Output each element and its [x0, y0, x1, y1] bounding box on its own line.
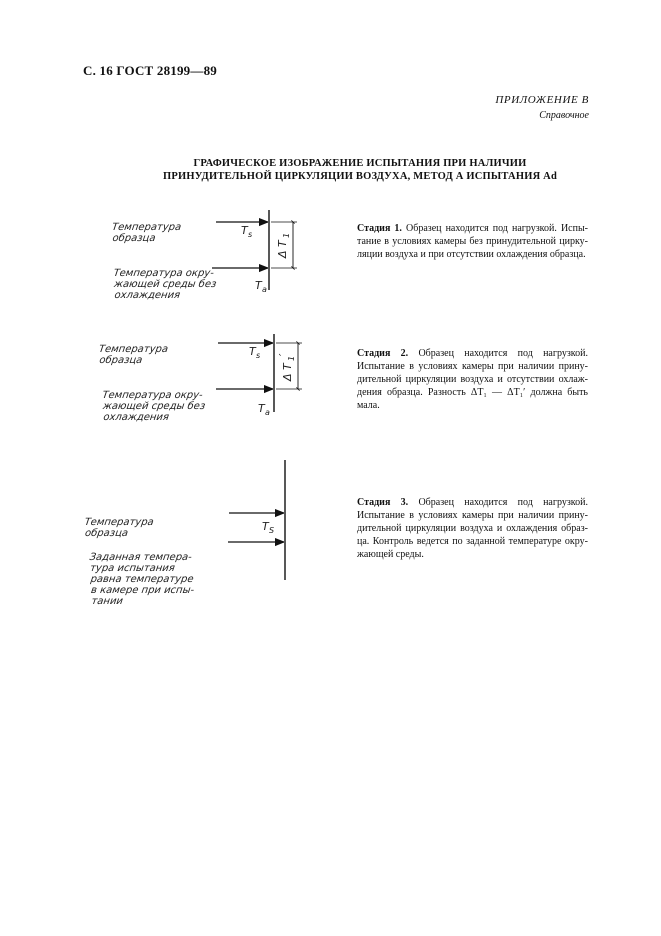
- fig1-sym-top: T: [241, 224, 248, 237]
- fig1-label-bottom-1: Температура окру-: [112, 268, 215, 279]
- stage-2-line-4: дения образца. Разность ΔT₁ — ΔT₁′ должна быть: [357, 387, 588, 398]
- fig2-label-top-2: образца: [98, 355, 144, 366]
- fig1-delta-sub: 1: [282, 232, 291, 238]
- fig2-sym-bottom-sub: a: [265, 408, 270, 417]
- fig3-label-bottom-3: равна температуре: [89, 574, 195, 585]
- stage-2-line-2: Испытание в условиях камеры при наличии прину-: [357, 361, 588, 372]
- fig3-label-bottom-5: тании: [90, 596, 124, 607]
- fig2-label-bottom-3: охлаждения: [102, 412, 170, 423]
- title-line-2: ПРИНУДИТЕЛЬНОЙ ЦИРКУЛЯЦИИ ВОЗДУХА, МЕТОД А ИСПЫТАНИЯ Ad: [163, 171, 557, 182]
- fig3-label-top-1: Температура: [83, 517, 155, 528]
- fig1-label-top-2: образца: [111, 233, 157, 244]
- figure-3: [84, 460, 285, 607]
- fig2-sym-top: T: [249, 345, 256, 358]
- fig2-label-bottom-2: жающей среды без: [102, 401, 206, 412]
- fig1-label-bottom-3: охлаждения: [113, 290, 181, 301]
- stage-3-line-3: дительной циркуляции воздуха и охлаждения образ-: [357, 523, 588, 534]
- stage-1-line-1: Образец находится под нагрузкой. Испы-: [406, 223, 589, 234]
- figure-1: [111, 210, 297, 301]
- stage-1-line-3: ляции воздуха и при отсутствии охлаждения образца.: [357, 249, 586, 260]
- fig3-label-bottom-1: Заданная темпера-: [88, 552, 193, 563]
- fig1-delta: Δ T: [276, 240, 289, 258]
- stage-3-line-1: Образец находится под нагрузкой.: [418, 497, 588, 508]
- fig2-sym-bottom: T: [258, 402, 265, 415]
- title-line-1: ГРАФИЧЕСКОЕ ИЗОБРАЖЕНИЕ ИСПЫТАНИЯ ПРИ НАЛИЧИИ: [193, 158, 527, 169]
- fig3-sym-top-sub: S: [269, 526, 275, 535]
- appendix-type: Справочное: [539, 110, 589, 121]
- fig2-delta-prime: ′: [277, 353, 290, 356]
- fig2-label-top-1: Температура: [98, 344, 169, 355]
- stage-2-line-1: Образец находится под нагрузкой.: [418, 348, 588, 359]
- fig1-label-bottom-2: жающей среды без: [113, 279, 218, 290]
- stage-3-line-2: Испытание в условиях камеры при наличии прину-: [357, 510, 588, 521]
- stage-2-line-3: дительной циркуляции воздуха и отсутствии охлаж-: [357, 374, 588, 385]
- stage-3-description: [357, 496, 588, 561]
- stage-3-line-4: ца. Контроль ведется по заданной температуре окру-: [357, 536, 588, 547]
- fig3-label-bottom-2: тура испытания: [89, 563, 176, 574]
- fig1-sym-top-sub: s: [248, 230, 253, 239]
- stage-1-line-2: тание в условиях камеры без принудительной цирку-: [357, 236, 588, 247]
- fig1-sym-bottom: T: [255, 279, 262, 292]
- fig2-label-bottom-1: Температура окру-: [101, 390, 204, 401]
- fig1-label-top-1: Температура: [111, 222, 182, 233]
- stage-3-lead: Стадия 3.: [357, 497, 409, 508]
- fig1-sym-bottom-sub: a: [262, 285, 267, 294]
- fig2-delta: Δ T: [281, 363, 294, 381]
- stage-2-line-5: мала.: [357, 400, 380, 411]
- figure-2: [98, 334, 302, 423]
- stage-2-description: [357, 347, 588, 412]
- appendix-label: ПРИЛОЖЕНИЕ В: [495, 94, 589, 106]
- fig3-sym-top: T: [262, 520, 269, 533]
- stage-1-description: [357, 222, 588, 261]
- stage-3-line-5: жающей среды.: [357, 549, 424, 560]
- fig3-label-top-2: образца: [84, 528, 129, 539]
- stage-2-lead: Стадия 2.: [357, 348, 409, 359]
- fig3-label-bottom-4: в камере при испы-: [90, 585, 195, 596]
- page-header: С. 16 ГОСТ 28199—89: [83, 63, 217, 78]
- stage-1-lead: Стадия 1.: [357, 223, 402, 234]
- fig2-sym-top-sub: s: [256, 351, 261, 360]
- fig2-delta-sub: 1: [287, 355, 296, 361]
